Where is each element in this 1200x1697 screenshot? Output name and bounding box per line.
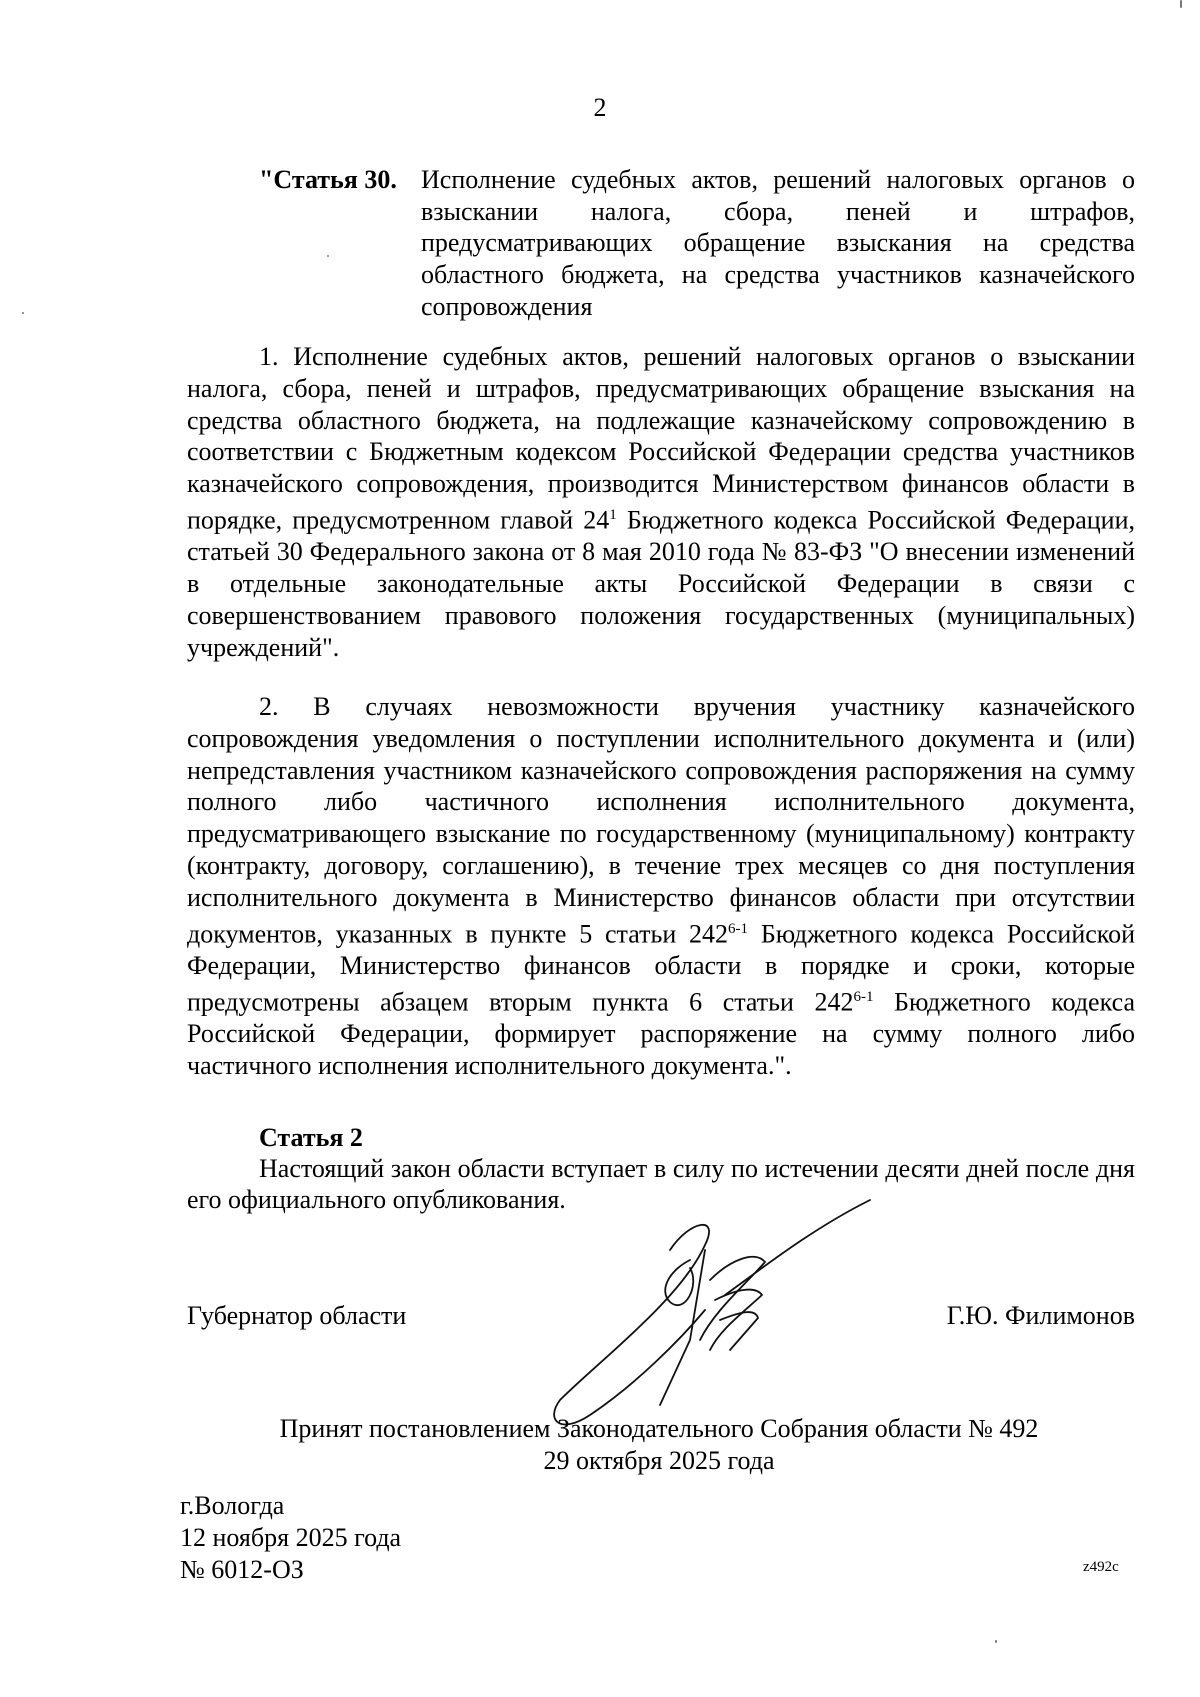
governor-name: Г.Ю. Филимонов xyxy=(946,1301,1135,1330)
article-30-label: "Статья 30. xyxy=(259,165,397,194)
paragraph-1 xyxy=(187,341,1135,664)
article-30-title: Исполнение судебных актов, решений налоговых органов о взыскании налога, сбора, пеней и штрафов, предусматривающих обращение взыскания на средства областного бюджета, на средства участников казначейского сопровождения xyxy=(421,165,1135,321)
paragraph-1-text-b: Бюджетного кодекса Российской Федерации, статьей 30 Федерального закона от 8 мая 2010 года № 83-ФЗ "О внесении изменений в отдельные законодательные акты Российской Федерации в связи с совершенствованием правового положения государственных (муниципальных) учреждений". xyxy=(187,505,1135,662)
paragraph-2-text-c: Бюджетного кодекса Российской Федерации, формирует распоряжение на сумму полного либо частичного исполнения исполнительного документа.". xyxy=(187,987,1135,1081)
scan-speck xyxy=(327,255,329,257)
adoption-line-2: 29 октября 2025 года xyxy=(543,1446,775,1475)
adoption-note xyxy=(0,1413,1200,1477)
article-2-text: Настоящий закон области вступает в силу по истечении десяти дней после дня его официального опубликования. xyxy=(187,1154,1135,1214)
scan-speck xyxy=(995,1640,997,1643)
article-30-heading xyxy=(259,164,1135,323)
document-code: z492c xyxy=(1083,1559,1119,1575)
paragraph-2-text-b: Бюджетного кодекса Российской Федерации, Министерство финансов области в порядке и сроки, которые предусмотрены абзацем вторым пункта 6 статьи 242 xyxy=(187,919,1135,1017)
place-and-date xyxy=(180,1490,401,1586)
adoption-line-1: Принят постановлением Законодательного Собрания области № 492 xyxy=(279,1414,1039,1443)
page-number: 2 xyxy=(593,93,607,122)
paragraph-2 xyxy=(187,691,1135,1082)
scan-speck xyxy=(1180,0,1182,8)
scan-speck xyxy=(22,312,24,314)
paragraph-2-superscript-1: 6-1 xyxy=(728,920,749,937)
city: г.Вологда xyxy=(180,1491,285,1520)
signing-date: 12 ноября 2025 года xyxy=(180,1523,402,1552)
paragraph-1-superscript: 1 xyxy=(609,506,617,523)
paragraph-1-text-a: 1. Исполнение судебных актов, решений налоговых органов о взыскании налога, сбора, пеней и штрафов, предусматривающих обращение взыскания на средства областного бюджета, на подлежащие казначейскому сопровождению в соответствии с Бюджетным кодексом Российской Федерации средства участников казначейского сопровождения, производится Министерством финансов области в порядке, предусмотренном главой 24 xyxy=(187,342,1135,535)
article-2-heading: Статья 2 xyxy=(259,1123,363,1152)
governor-title: Губернатор области xyxy=(187,1301,407,1330)
paragraph-2-superscript-2: 6-1 xyxy=(853,988,874,1005)
law-number: № 6012-ОЗ xyxy=(180,1555,304,1584)
governor-signature xyxy=(540,1190,880,1430)
paragraph-2-text-a: 2. В случаях невозможности вручения участнику казначейского сопровождения уведомления о поступлении исполнительного документа и (или) непредставления участником казначейского сопровождения распоряжения на сумму полного либо частичного исполнения исполнительного документа, предусматривающего взыскание по государственному (муниципальному) контракту (контракту, договору, соглашению), в течение трех месяцев со дня поступления исполнительного документа в Министерство финансов области при отсутствии документов, указанных в пункте 5 статьи 242 xyxy=(187,692,1135,949)
